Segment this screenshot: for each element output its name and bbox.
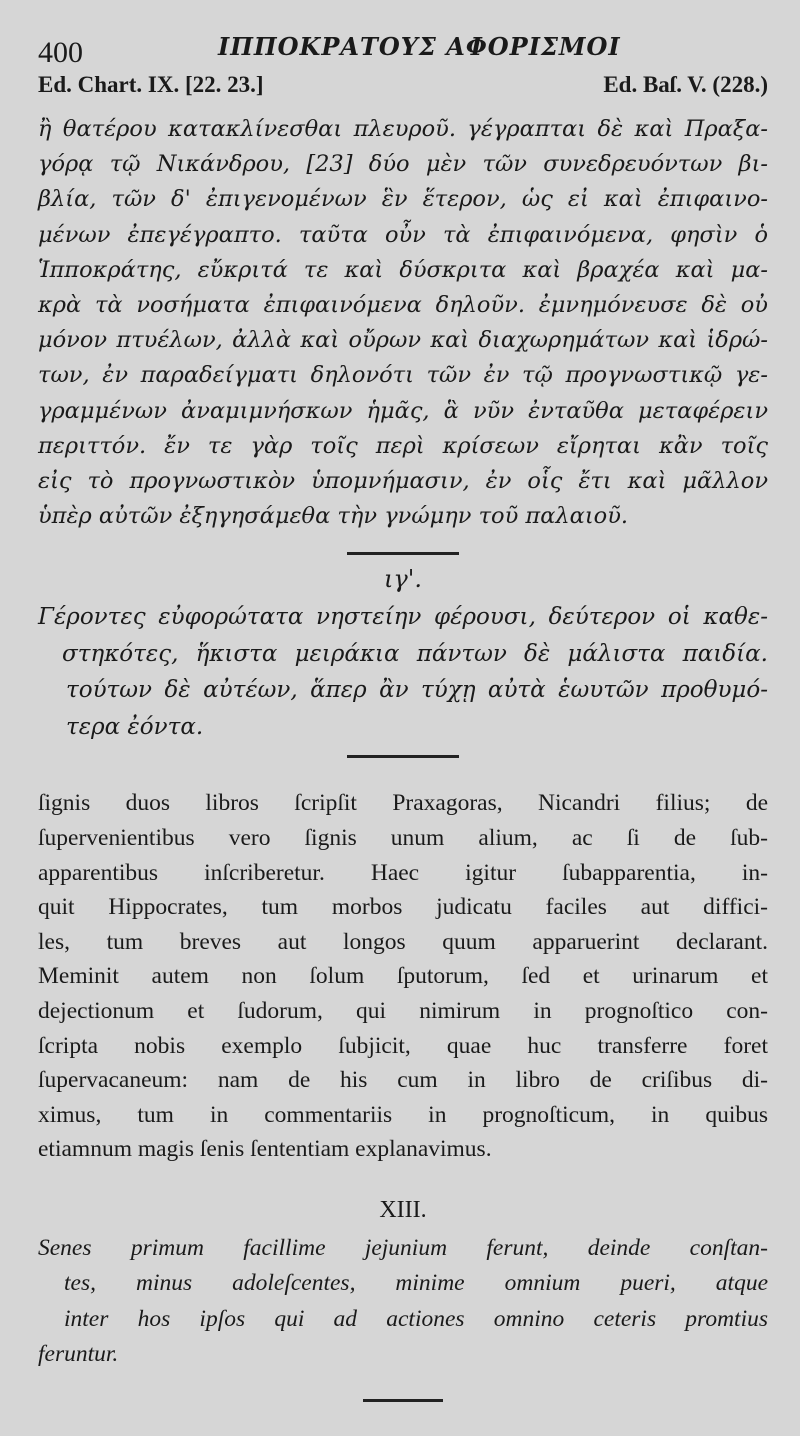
greek-commentary-line: περιττόν. ἔν τε γὰρ τοῖς περὶ κρίσεων εἴρηται κἂν τοῖς bbox=[38, 432, 768, 459]
latin-commentary-line: dejectionum et ſudorum, qui nimirum in prognoſtico con- bbox=[38, 998, 768, 1024]
greek-section-number: ιγ'. bbox=[384, 565, 422, 594]
greek-commentary-line: Ἱπποκράτης, εὔκριτά τε καὶ δύσκριτα καὶ βραχέα καὶ μα- bbox=[38, 256, 768, 283]
latin-commentary-line: les, tum breves aut longos quum apparuerint declarant. bbox=[38, 928, 768, 955]
edition-basel: Ed. Baſ. V. (228.) bbox=[603, 72, 768, 97]
latin-commentary-line: ſcripta nobis exemplo ſubjicit, quae huc transferre foret bbox=[38, 1032, 768, 1059]
section-divider bbox=[363, 1399, 443, 1402]
running-head bbox=[38, 0, 768, 69]
latin-aphorism bbox=[38, 1231, 768, 1373]
latin-commentary-line: ximus, tum in commentariis in prognoſticum, in quibus bbox=[38, 1101, 768, 1128]
latin-commentary-line: ſupervenientibus vero ſignis unum alium, ac ſi de ſub- bbox=[38, 825, 768, 852]
greek-aphorism-line: Γέροντες εὐφορώτατα νηστείην φέρουσι, δεύτερον οἱ καθε- bbox=[38, 604, 768, 631]
latin-commentary-line: apparentibus inſcriberetur. Haec igitur ſubapparentia, in- bbox=[38, 859, 768, 886]
latin-commentary-line: etiamnum magis ſenis ſententiam explanavimus. bbox=[38, 1136, 492, 1163]
running-title: ΙΠΠΟΚΡΑΤΟΥΣ ΑΦΟΡΙΣΜΟΙ bbox=[218, 32, 621, 61]
edition-chartier: Ed. Chart. IX. [22. 23.] bbox=[38, 72, 264, 97]
section-divider bbox=[347, 552, 459, 555]
greek-aphorism-line: τερα ἐόντα. bbox=[66, 713, 204, 740]
greek-aphorism-line: στηκότες, ἥκιστα μειράκια πάντων δὲ μάλιστα παιδία. bbox=[62, 640, 768, 667]
page-number: 400 bbox=[38, 36, 83, 69]
greek-commentary-line: μόνον πτυέλων, ἀλλὰ καὶ οὔρων καὶ διαχωρημάτων καὶ ἱδρώ- bbox=[38, 327, 768, 354]
greek-commentary-line: των, ἐν παραδείγματι δηλονότι τῶν ἐν τῷ προγνωστικῷ γε- bbox=[38, 362, 768, 389]
greek-commentary-line: μένων ἐπεγέγραπτο. ταῦτα οὖν τὰ ἐπιφαινόμενα, φησὶν ὁ bbox=[38, 221, 768, 248]
greek-commentary-line: κρὰ τὰ νοσήματα ἐπιφαινόμενα δηλοῦν. ἐμνημόνευσε δὲ οὐ bbox=[38, 292, 768, 319]
greek-aphorism-line: τούτων δὲ αὐτέων, ἅπερ ἂν τύχῃ αὐτὰ ἑωυτῶν προθυμό- bbox=[66, 677, 768, 704]
latin-commentary-line: Meminit autem non ſolum ſputorum, ſed et urinarum et bbox=[38, 963, 768, 990]
greek-commentary-line: ὑπὲρ αὐτῶν ἐξηγησάμεθα τὴν γνώμην τοῦ παλαιοῦ. bbox=[38, 503, 629, 530]
latin-aphorism-line: Senes primum facillime jejunium ferunt, deinde conſtan- bbox=[38, 1234, 768, 1261]
latin-section-number: XIII. bbox=[379, 1196, 427, 1223]
latin-commentary-line: ſupervacaneum: nam de his cum in libro de criſibus di- bbox=[38, 1067, 768, 1094]
edition-references bbox=[38, 44, 768, 97]
latin-commentary-line: ſignis duos libros ſcripſit Praxagoras, Nicandri filius; de bbox=[38, 790, 768, 817]
greek-commentary bbox=[38, 112, 768, 534]
greek-commentary-line: εἰς τὸ προγνωστικὸν ὑπομνήμασιν, ἐν οἷς ἔτι καὶ μᾶλλον bbox=[38, 468, 768, 495]
latin-aphorism-line: feruntur. bbox=[38, 1341, 119, 1368]
section-divider bbox=[347, 755, 459, 758]
latin-commentary-line: quit Hippocrates, tum morbos judicatu faciles aut diffici- bbox=[38, 894, 768, 921]
greek-commentary-line: βλία, τῶν δ' ἐπιγενομένων ἓν ἕτερον, ὡς εἰ καὶ ἐπιφαινο- bbox=[38, 186, 768, 213]
latin-commentary bbox=[38, 786, 768, 1167]
greek-commentary-line: γραμμένων ἀναμιμνήσκων ἡμᾶς, ἃ νῦν ἐνταῦθα μεταφέρειν bbox=[38, 397, 768, 424]
latin-aphorism-line: inter hos ipſos qui ad actiones omnino ceteris promtius bbox=[64, 1305, 768, 1332]
greek-commentary-line: ἢ θατέρου κατακλίνεσθαι πλευροῦ. γέγραπται δὲ καὶ Πραξα- bbox=[38, 116, 768, 142]
greek-commentary-line: γόρᾳ τῷ Νικάνδρου, [23] δύο μὲν τῶν συνεδρευόντων βι- bbox=[38, 151, 768, 178]
greek-aphorism bbox=[38, 599, 768, 745]
latin-aphorism-line: tes, minus adoleſcentes, minime omnium pueri, atque bbox=[64, 1270, 768, 1297]
